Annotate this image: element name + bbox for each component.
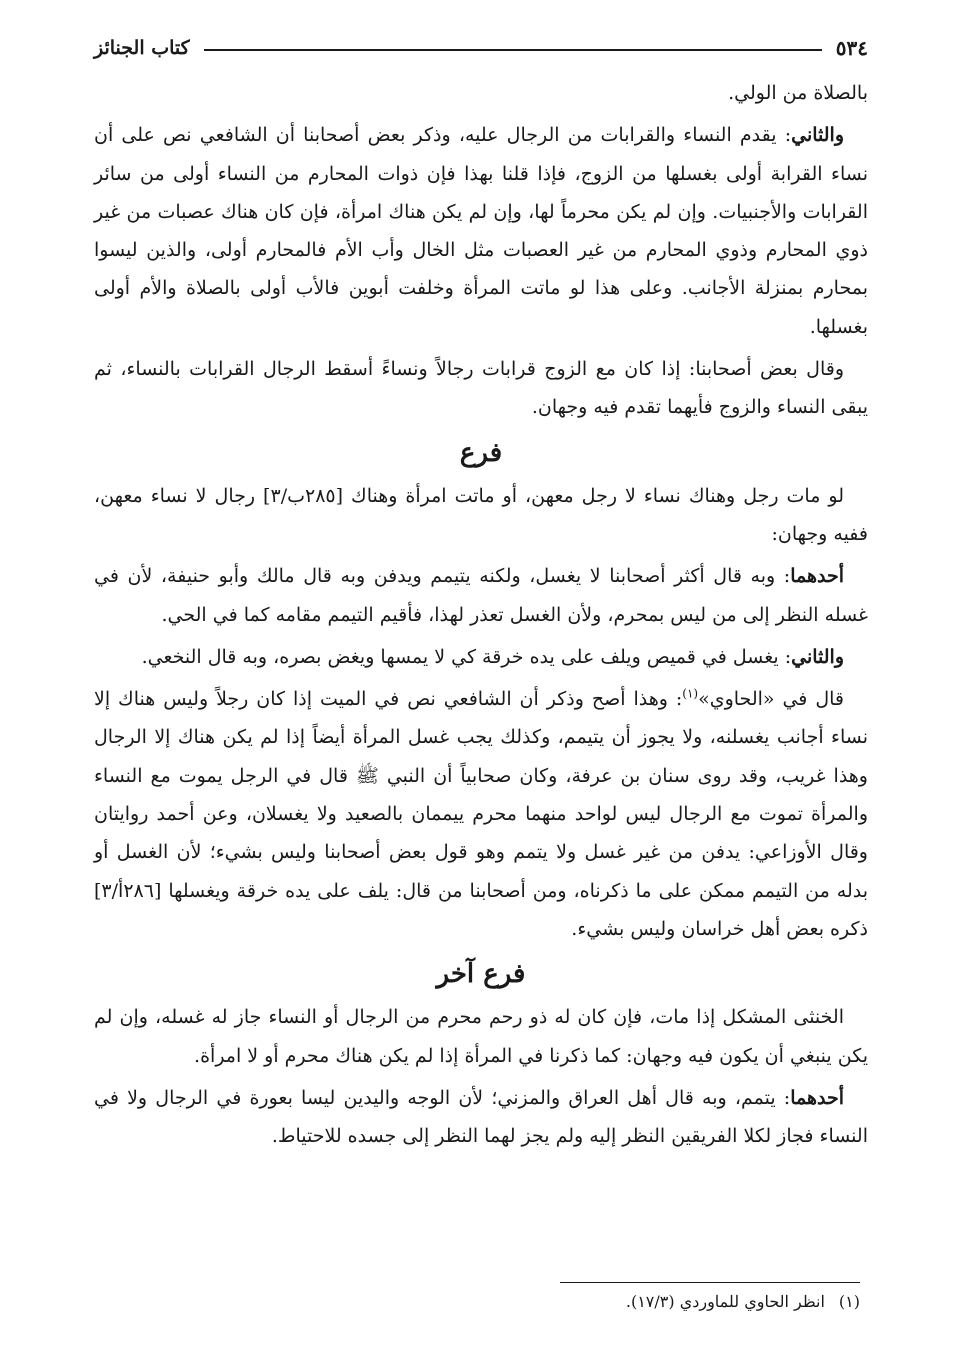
paragraph [94, 350, 868, 427]
paragraph [94, 998, 868, 1075]
section-heading-far-akhar: فرع آخر [436, 959, 526, 990]
paragraph: بالصلاة من الولي. [728, 82, 868, 104]
paragraph-text: وقال بعض أصحابنا: إذا كان مع الزوج قرابات رجالاً ونساءً أسقط الرجال القرابات بالنساء، ثم يبقى النساء والزوج فأيهما تقدم فيه وجهان. [94, 358, 868, 419]
paragraph-lead: أحدهما [790, 565, 844, 588]
footnote-text: انظر الحاوي للماوردي (١٧/٣). [625, 1292, 825, 1311]
paragraph [94, 1079, 868, 1156]
paragraph-text: الخنثى المشكل إذا مات، فإن كان له ذو رحم محرم من الرجال أو النساء جاز له غسله، وإن لم يكن ينبغي أن يكون فيه وجهان: كما ذكرنا في المرأة إذا لم يكن هناك محرم أو لا امرأة. [94, 1006, 868, 1067]
footnote [86, 1290, 860, 1314]
paragraph [94, 557, 868, 634]
page-body [94, 74, 868, 1155]
paragraph-lead: والثاني [791, 645, 844, 668]
footnote-rule [560, 1282, 860, 1283]
paragraph-lead: والثاني [791, 124, 844, 147]
book-title: كتاب الجنائز [94, 37, 190, 59]
paragraph [94, 116, 868, 346]
header-rule [204, 49, 822, 51]
paragraph-text: : وبه قال أكثر أصحابنا لا يغسل، ولكنه يتيمم ويدفن وبه قال مالك وأبو حنيفة، لأن في غسله النظر إلى من ليس بمحرم، ولأن الغسل تعذر لهذا، فأقيم التيمم مقامه كما في الحي. [94, 565, 868, 626]
paragraph-text: : يقدم النساء والقرابات من الرجال عليه، وذكر بعض أصحابنا أن الشافعي نص على أن نساء القرابة أولى بغسلها من الزوج، فإذا قلنا بهذا فإن ذوات المحارم من النساء أولى من سائر القرابات والأجنبيات. وإن لم يكن محرماً لها، وإن لم يكن هناك امرأة، فإن كان هناك عصبات من غير ذوي المحارم وذوي المحارم من غير العصبات مثل الخال وأب الأم فالمحارم أولى، والذين ليسوا بمحارم بمنزلة الأجانب. وعلى هذا لو ماتت المرأة وخلفت أبوين فالأب أولى بالصلاة والأم أولى بغسلها. [94, 124, 868, 338]
footnote-reference[interactable]: (١) [682, 686, 699, 701]
paragraph-text: : يتمم، وبه قال أهل العراق والمزني؛ لأن الوجه واليدين ليسا بعورة في الرجال ولا في النساء فجاز لكلا الفريقين النظر إليه ولم يجز لهما النظر إلى جسده للاحتياط. [94, 1086, 868, 1148]
paragraph-lead: أحدهما [790, 1086, 845, 1109]
paragraph [94, 638, 868, 676]
paragraph [94, 680, 868, 948]
paragraph-text: لو مات رجل وهناك نساء لا رجل معهن، أو ماتت امرأة وهناك [٢٨٥ب/٣] رجال لا نساء معهن، ففيه وجهان: [94, 484, 868, 545]
page-number: ٥٣٤ [835, 36, 868, 60]
paragraph-text: : وهذا أصح وذكر أن الشافعي نص في الميت إذا كان رجلاً وليس هناك إلا نساء أجانب يغسلنه، ولا يجوز أن يتيمم، وكذلك يجب غسل المرأة أيضاً إذا لم يكن هناك إلا الرجال وهذا غريب، وقد روى سنان بن عرفة، وكان صحابياً أن النبي ﷺ قال في الرجل يموت مع النساء والمرأة تموت مع الرجال ليس لواحد منهما محرم ييممان بالصعيد ولا يغسلان، وعن أحمد روايتان وقال الأوزاعي: يدفن من غير غسل ولا يتمم وهو قول بعض أصحابنا وليس بشيء؛ لأن الغسل أو بدله من التيمم ممكن على ما ذكرناه، ومن أصحابنا من قال: يلف على يده خرقة ويغسلها [٢٨٦أ/٣] ذكره بعض أهل خراسان وليس بشيء. [94, 688, 869, 940]
paragraph [94, 477, 868, 554]
page-header [94, 30, 868, 66]
book-page [94, 30, 868, 1155]
footnote-number: (١) [838, 1292, 860, 1311]
paragraph-text: : يغسل في قميص ويلف على يده خرقة كي لا يمسها ويغض بصره، وبه قال النخعي. [141, 645, 792, 668]
section-heading-far: فرع [459, 437, 503, 468]
paragraph-text: قال في «الحاوي» [698, 688, 844, 711]
